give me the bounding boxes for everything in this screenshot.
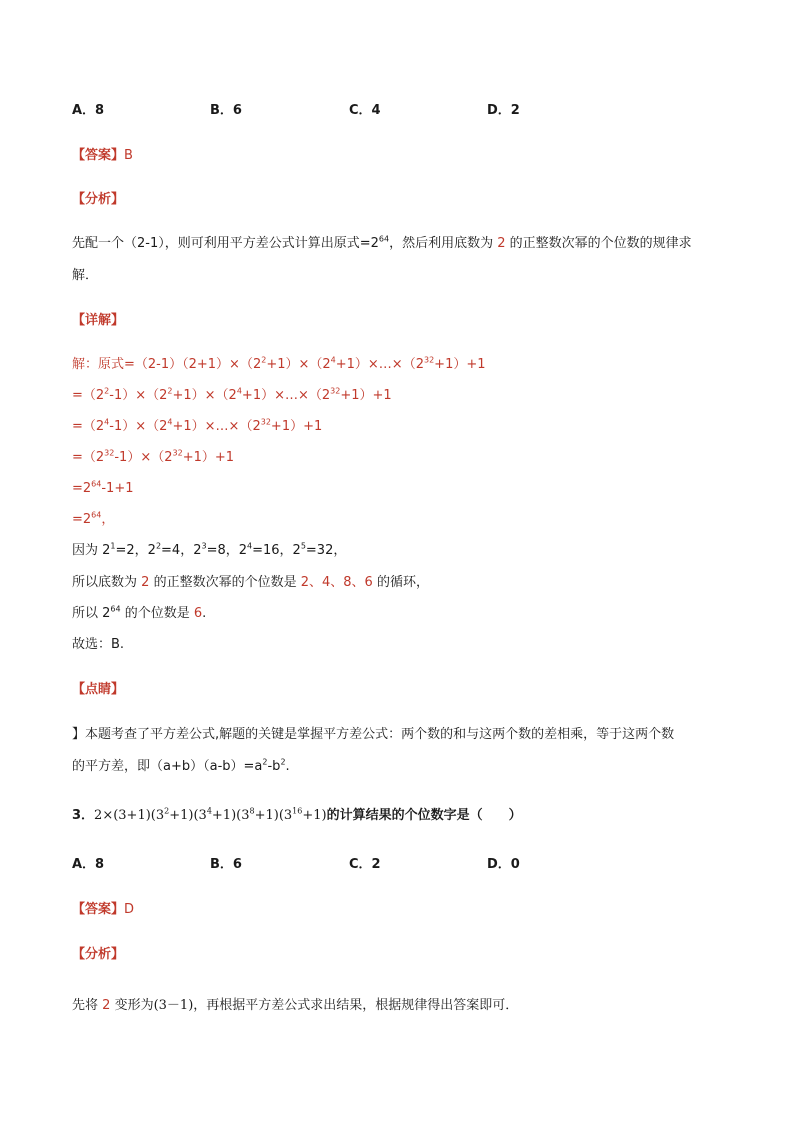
comment-text: . (285, 759, 290, 774)
exponent: 1 (110, 541, 116, 551)
step-6 (72, 510, 114, 530)
exponent: 2 (280, 757, 286, 767)
option-a: A．8 (72, 103, 105, 118)
q3-answer-label: 【答案】 (72, 902, 125, 917)
exponent: 64 (91, 510, 102, 520)
question-number: 3． (72, 808, 95, 823)
step-3 (72, 417, 322, 437)
detail-label: 【详解】 (72, 313, 125, 328)
step-5 (72, 479, 134, 499)
units-text: 的个位数是 (124, 606, 190, 621)
units-line (72, 604, 206, 624)
choose-line: 故选：B. (72, 637, 125, 652)
question-3 (72, 806, 522, 826)
analysis-text: ，再根据平方差公式求出结果，根据规律得出答案即可． (193, 998, 519, 1013)
analysis-line-1 (72, 234, 692, 254)
exponent: 32 (104, 448, 115, 458)
highlight-number: 6 (193, 606, 203, 621)
q3-analysis-line (72, 996, 518, 1016)
highlight-sequence: 2、4、8、6 (300, 575, 373, 590)
step-text: -1）×（2 (114, 450, 173, 465)
step-text: +1）+1 (340, 388, 392, 403)
analysis-text: 先配一个（2-1），则可利用平方差公式计算出原式=2 (72, 236, 379, 251)
exponent: 4 (236, 386, 242, 396)
step-2 (72, 386, 392, 406)
q3-option-d: D．0 (487, 857, 520, 872)
exponent: 4 (167, 417, 173, 427)
because-text: =16，2 (252, 543, 301, 558)
option-c: C．4 (349, 103, 381, 118)
highlight-number: 2 (102, 998, 111, 1013)
step-text: +1）×…×（2 (241, 388, 331, 403)
q3-option-b: B．6 (210, 857, 242, 872)
step-text: +1）×（2 (266, 357, 331, 372)
because-text: =2，2 (115, 543, 156, 558)
analysis-text: ，然后利用底数为 (389, 236, 494, 251)
step-text: -1+1 (101, 481, 134, 496)
exponent: 64 (110, 604, 121, 614)
exponent: 32 (330, 386, 341, 396)
step-1 (72, 355, 486, 375)
cycle-text: 的循环， (376, 575, 429, 590)
because-line (72, 541, 346, 561)
exponent: 32 (260, 417, 271, 427)
analysis-text: 的正整数次幂的个位数的规律求 (509, 236, 692, 251)
comment-line-2 (72, 757, 290, 777)
q3-option-a: A．8 (72, 857, 105, 872)
highlight-number: 2 (497, 236, 506, 251)
exponent: 32 (172, 448, 183, 458)
comment-line-1: 】本题考查了平方差公式,解题的关键是掌握平方差公式：两个数的和与这两个数的差相乘，等于这两个数 (72, 727, 675, 742)
step-text: -1）×（2 (109, 419, 168, 434)
cycle-text: 的正整数次幂的个位数是 (153, 575, 297, 590)
q3-answer-value: D (124, 902, 135, 917)
step-text: +1）×（2 (172, 388, 237, 403)
step-text: =2 (72, 481, 92, 496)
step-text: +1）×…×（2 (335, 357, 424, 372)
exponent: 32 (423, 355, 435, 365)
because-text: =4，2 (161, 543, 202, 558)
analysis-label: 【分析】 (72, 192, 125, 207)
option-d: D．2 (487, 103, 520, 118)
comment-text: 的平方差，即（a+b）（a-b）=a (72, 759, 263, 774)
answer-value: B (124, 148, 133, 163)
because-text: 因为 2 (72, 543, 111, 558)
answer-label: 【答案】 (72, 148, 125, 163)
answer-line (72, 146, 133, 166)
step-text: 解：原式=（2-1）（2+1）×（2 (72, 357, 262, 372)
exponent: 2 (262, 757, 268, 767)
because-text: =32， (305, 543, 347, 558)
analysis-text: 先将 (72, 998, 99, 1013)
units-text: 所以 2 (72, 606, 111, 621)
units-text: . (202, 606, 207, 621)
math-expression: (3－1) (153, 998, 194, 1013)
exponent: 2 (261, 355, 267, 365)
step-text: +1）+1 (270, 419, 323, 434)
q3-option-c: C．2 (349, 857, 381, 872)
exponent: 4 (104, 417, 110, 427)
exponent: 2 (104, 386, 110, 396)
step-text: =（2 (72, 419, 105, 434)
cycle-text: 所以底数为 (72, 575, 138, 590)
exponent: 5 (300, 541, 306, 551)
step-text: +1）×…×（2 (172, 419, 261, 434)
q3-analysis-label: 【分析】 (72, 947, 125, 962)
step-text: ， (101, 512, 115, 527)
step-4 (72, 448, 234, 468)
step-text: =（2 (72, 388, 105, 403)
step-text: -1）×（2 (109, 388, 168, 403)
exponent: 3 (201, 541, 207, 551)
cycle-line (72, 573, 429, 593)
exponent: 2 (167, 386, 173, 396)
analysis-line-2: 解． (72, 268, 99, 283)
comment-text: -b (267, 759, 281, 774)
analysis-text: 变形为 (114, 998, 154, 1013)
step-text: +1）+1 (182, 450, 235, 465)
comment-label: 【点睛】 (72, 682, 125, 697)
highlight-number: 2 (141, 575, 150, 590)
q3-answer-line (72, 900, 134, 920)
step-text: =（2 (72, 450, 105, 465)
because-text: =8，2 (206, 543, 247, 558)
option-b: B．6 (210, 103, 242, 118)
exponent: 4 (247, 541, 253, 551)
step-text: +1）+1 (434, 357, 486, 372)
step-text: =2 (72, 512, 92, 527)
exponent: 4 (330, 355, 336, 365)
question-text: 的计算结果的个位数字是（ ） (326, 808, 522, 823)
exponent: 64 (378, 234, 390, 244)
exponent: 64 (91, 479, 102, 489)
question-expression: $2\times(3+1)(3^2+1)(3^4+1)(3^8+1)(3^{16}+1)$ (94, 806, 327, 823)
exponent: 2 (155, 541, 162, 551)
